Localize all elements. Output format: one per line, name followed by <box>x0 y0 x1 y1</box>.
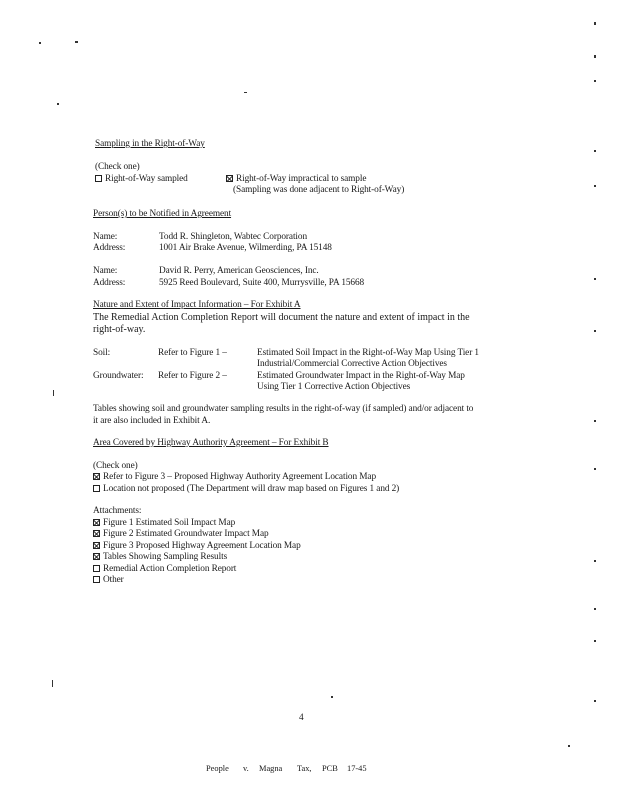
tables-paragraph-line2: it are also included in Exhibit A. <box>93 416 211 426</box>
person-2-address: 5925 Reed Boulevard, Suite 400, Murrysville, PA 15668 <box>159 278 365 288</box>
footer-part: PCB <box>322 764 338 773</box>
soil-ref: Refer to Figure 1 – <box>158 348 227 358</box>
nature-heading: Nature and Extent of Impact Information – For Exhibit A <box>93 300 301 310</box>
groundwater-desc-line1: Estimated Groundwater Impact in the Right-of-Way Map <box>257 371 465 381</box>
nature-paragraph-line2: right-of-way. <box>93 324 146 335</box>
area-check-one: (Check one) <box>93 461 138 471</box>
attachment-item: Figure 1 Estimated Soil Impact Map <box>93 518 235 529</box>
area-option-not-proposed: Location not proposed (The Department will draw map based on Figures 1 and 2) <box>93 484 399 495</box>
scan-speck <box>594 608 596 610</box>
person-1-address: 1001 Air Brake Avenue, Wilmerding, PA 15148 <box>159 243 332 253</box>
soil-label: Soil: <box>93 348 111 358</box>
footer-part: 17-45 <box>347 764 367 773</box>
person-2-name: David R. Perry, American Geosciences, Inc. <box>159 266 319 276</box>
scan-speck <box>53 390 54 396</box>
attachment-checkbox[interactable] <box>93 530 100 537</box>
soil-desc-line2: Industrial/Commercial Corrective Action Objectives <box>257 359 447 369</box>
scan-speck <box>594 700 596 702</box>
scan-speck <box>594 640 596 642</box>
scan-speck <box>594 55 596 58</box>
sampling-option-sampled: Right-of-Way sampled <box>95 174 188 185</box>
checkbox-row-sampled[interactable] <box>95 175 102 182</box>
attachment-item: Tables Showing Sampling Results <box>93 552 227 563</box>
sampling-note: (Sampling was done adjacent to Right-of-Way) <box>233 185 405 195</box>
checkbox-row-impractical[interactable] <box>226 175 233 182</box>
scan-speck <box>594 150 596 152</box>
scan-speck <box>594 330 596 332</box>
checkbox-not-proposed[interactable] <box>93 485 100 492</box>
footer-part: Tax, <box>297 764 312 773</box>
attachment-item: Figure 3 Proposed Highway Agreement Location Map <box>93 541 301 552</box>
groundwater-label: Groundwater: <box>93 371 144 381</box>
groundwater-ref: Refer to Figure 2 – <box>158 371 227 381</box>
person-1-name-label: Name: <box>93 232 118 242</box>
attachment-item: Figure 2 Estimated Groundwater Impact Map <box>93 529 269 540</box>
person-2-name-label: Name: <box>93 266 118 276</box>
scan-speck <box>52 680 53 687</box>
scan-speck <box>594 468 596 470</box>
attachment-checkbox[interactable] <box>93 553 100 560</box>
sampling-check-one: (Check one) <box>95 162 140 172</box>
attachment-checkbox[interactable] <box>93 542 100 549</box>
scan-speck <box>594 420 596 422</box>
person-1-address-label: Address: <box>93 243 126 253</box>
footer-part: v. <box>243 764 249 773</box>
checkbox-figure3[interactable] <box>93 473 100 480</box>
footer-part: People <box>206 764 229 773</box>
page-number: 4 <box>299 713 304 723</box>
footer-part: Magna <box>259 764 283 773</box>
scan-speck <box>75 41 78 43</box>
sampling-heading: Sampling in the Right-of-Way <box>95 139 205 149</box>
nature-paragraph-line1: The Remedial Action Completion Report will document the nature and extent of impact in the <box>93 312 470 323</box>
groundwater-desc-line2: Using Tier 1 Corrective Action Objectives <box>257 382 411 392</box>
attachment-checkbox[interactable] <box>93 519 100 526</box>
soil-desc-line1: Estimated Soil Impact in the Right-of-Way Map Using Tier 1 <box>257 348 479 358</box>
scan-speck <box>568 745 570 747</box>
scan-speck <box>244 92 247 93</box>
attachments-heading: Attachments: <box>93 506 142 516</box>
tables-paragraph-line1: Tables showing soil and groundwater sampling results in the right-of-way (if sampled) and/or adjacent to <box>93 404 474 414</box>
attachment-item: Remedial Action Completion Report <box>93 564 236 575</box>
sampling-option-impractical: Right-of-Way impractical to sample <box>226 174 366 185</box>
scan-speck <box>57 103 59 105</box>
scan-speck <box>594 80 596 82</box>
person-1-name: Todd R. Shingleton, Wabtec Corporation <box>159 232 308 242</box>
scan-speck <box>594 560 596 562</box>
persons-heading: Person(s) to be Notified in Agreement <box>93 209 232 219</box>
attachment-checkbox[interactable] <box>93 576 100 583</box>
attachment-checkbox[interactable] <box>93 565 100 572</box>
attachment-item: Other <box>93 575 124 586</box>
area-option-figure3: Refer to Figure 3 – Proposed Highway Authority Agreement Location Map <box>93 472 376 483</box>
area-heading: Area Covered by Highway Authority Agreement – For Exhibit B <box>93 438 329 448</box>
scan-speck <box>594 22 596 25</box>
scan-speck <box>39 42 41 44</box>
scan-speck <box>331 696 333 698</box>
person-2-address-label: Address: <box>93 278 126 288</box>
scan-speck <box>594 185 596 187</box>
scan-speck <box>594 278 596 280</box>
